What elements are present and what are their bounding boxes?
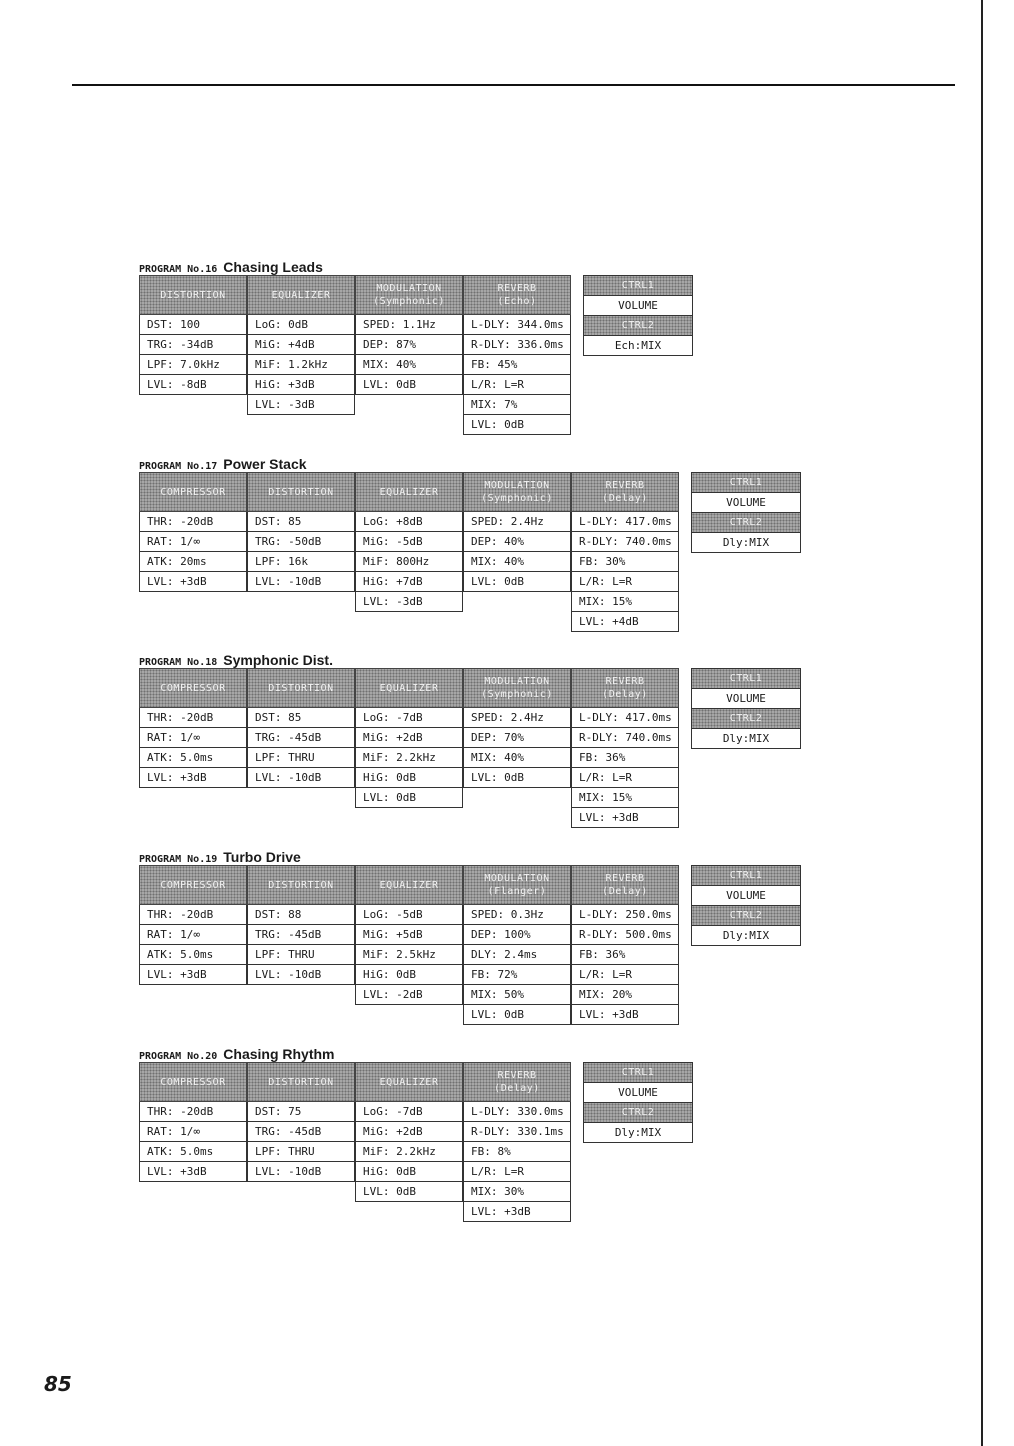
- param-cell: LPF: 16k: [247, 552, 355, 572]
- effect-block: [571, 865, 679, 1025]
- param-cell: LVL: 0dB: [463, 572, 571, 592]
- effect-subtype: (Echo): [497, 296, 537, 307]
- effect-type: DISTORTION: [268, 1076, 334, 1088]
- param-cell: SPED: 2.4Hz: [463, 708, 571, 728]
- param-cell: L/R: L=R: [571, 965, 679, 985]
- param-cell: LVL: -10dB: [247, 572, 355, 592]
- param-cell: MiG: +2dB: [355, 1122, 463, 1142]
- effect-type: EQUALIZER: [271, 289, 331, 301]
- program-block: [139, 849, 801, 1025]
- param-cell: SPED: 2.4Hz: [463, 512, 571, 532]
- effect-block: [571, 472, 679, 632]
- param-cell: TRG: -45dB: [247, 1122, 355, 1142]
- ctrl2-value: Dly:MIX: [692, 728, 800, 748]
- param-cell: DEP: 87%: [355, 335, 463, 355]
- param-cell: DEP: 100%: [463, 925, 571, 945]
- effect-header: [247, 668, 355, 708]
- effect-type: DISTORTION: [160, 289, 226, 301]
- param-cell: R-DLY: 336.0ms: [463, 335, 571, 355]
- param-cell: R-DLY: 740.0ms: [571, 532, 679, 552]
- effect-block: [355, 668, 463, 808]
- effect-header: [139, 865, 247, 905]
- param-cell: MiF: 1.2kHz: [247, 355, 355, 375]
- param-cell: MiG: +5dB: [355, 925, 463, 945]
- param-cell: LVL: -3dB: [247, 395, 355, 415]
- param-cell: MiF: 800Hz: [355, 552, 463, 572]
- ctrl2-value: Dly:MIX: [692, 532, 800, 552]
- param-cell: ATK: 5.0ms: [139, 1142, 247, 1162]
- effect-header: [139, 668, 247, 708]
- effect-header: [571, 472, 679, 512]
- ctrl2-header: CTRL2: [584, 316, 692, 335]
- effect-type: MODULATION: [484, 676, 550, 687]
- effect-subtype: (Delay): [494, 1083, 540, 1094]
- param-cell: LVL: -3dB: [355, 592, 463, 612]
- param-cell: FB: 30%: [571, 552, 679, 572]
- param-cell: DST: 75: [247, 1102, 355, 1122]
- param-cell: LPF: THRU: [247, 748, 355, 768]
- param-cell: MIX: 20%: [571, 985, 679, 1005]
- effect-type: EQUALIZER: [379, 486, 439, 498]
- param-cell: LoG: 0dB: [247, 315, 355, 335]
- effect-type: REVERB: [497, 1070, 537, 1081]
- param-cell: LoG: -7dB: [355, 708, 463, 728]
- param-cell: R-DLY: 330.1ms: [463, 1122, 571, 1142]
- effect-type: COMPRESSOR: [160, 879, 226, 891]
- effect-header: [355, 865, 463, 905]
- param-cell: L/R: L=R: [571, 572, 679, 592]
- effect-type: REVERB: [605, 873, 645, 884]
- program-name: Chasing Leads: [223, 259, 323, 275]
- param-cell: THR: -20dB: [139, 1102, 247, 1122]
- param-cell: L/R: L=R: [571, 768, 679, 788]
- param-cell: MIX: 40%: [463, 748, 571, 768]
- param-cell: LVL: -10dB: [247, 1162, 355, 1182]
- program-name: Turbo Drive: [223, 849, 301, 865]
- effect-type: EQUALIZER: [379, 879, 439, 891]
- param-cell: DST: 85: [247, 708, 355, 728]
- effect-type: EQUALIZER: [379, 682, 439, 694]
- param-cell: LPF: 7.0kHz: [139, 355, 247, 375]
- ctrl1-value: VOLUME: [584, 1082, 692, 1103]
- effect-chain: [139, 865, 801, 1025]
- ctrl1-value: VOLUME: [692, 492, 800, 513]
- param-cell: THR: -20dB: [139, 512, 247, 532]
- effect-block: [463, 668, 571, 788]
- page-edge-rule: [981, 0, 983, 1446]
- program-name: Power Stack: [223, 456, 307, 472]
- ctrl2-value: Ech:MIX: [584, 335, 692, 355]
- param-cell: LVL: 0dB: [463, 1005, 571, 1025]
- effect-block: [139, 668, 247, 788]
- param-cell: TRG: -45dB: [247, 728, 355, 748]
- effect-subtype: (Delay): [602, 493, 648, 504]
- ctrl1-value: VOLUME: [584, 295, 692, 316]
- effect-block: [247, 668, 355, 788]
- param-cell: LVL: -10dB: [247, 768, 355, 788]
- program-number: PROGRAM No.18: [139, 657, 218, 668]
- effect-header: [571, 865, 679, 905]
- param-cell: R-DLY: 740.0ms: [571, 728, 679, 748]
- param-cell: DEP: 70%: [463, 728, 571, 748]
- param-cell: LVL: -8dB: [139, 375, 247, 395]
- effect-block: [247, 1062, 355, 1182]
- effect-type: DISTORTION: [268, 682, 334, 694]
- param-cell: LVL: +3dB: [139, 768, 247, 788]
- effect-type: MODULATION: [376, 283, 442, 294]
- param-cell: RAT: 1/∞: [139, 532, 247, 552]
- effect-type: COMPRESSOR: [160, 1076, 226, 1088]
- effect-block: [139, 865, 247, 985]
- param-cell: L/R: L=R: [463, 1162, 571, 1182]
- param-cell: L-DLY: 417.0ms: [571, 708, 679, 728]
- param-cell: LVL: +3dB: [571, 1005, 679, 1025]
- param-cell: L/R: L=R: [463, 375, 571, 395]
- param-cell: L-DLY: 417.0ms: [571, 512, 679, 532]
- param-cell: LVL: +3dB: [463, 1202, 571, 1222]
- effect-header: [463, 275, 571, 315]
- ctrl2-value: Dly:MIX: [584, 1122, 692, 1142]
- effect-header: [355, 668, 463, 708]
- effect-type: REVERB: [497, 283, 537, 294]
- program-number: PROGRAM No.17: [139, 461, 218, 472]
- param-cell: HiG: +7dB: [355, 572, 463, 592]
- param-cell: LVL: 0dB: [355, 1182, 463, 1202]
- param-cell: DLY: 2.4ms: [463, 945, 571, 965]
- program-title: [139, 849, 801, 865]
- ctrl2-header: CTRL2: [692, 709, 800, 728]
- param-cell: L-DLY: 330.0ms: [463, 1102, 571, 1122]
- param-cell: THR: -20dB: [139, 905, 247, 925]
- param-cell: SPED: 0.3Hz: [463, 905, 571, 925]
- param-cell: LVL: +3dB: [139, 965, 247, 985]
- param-cell: LVL: +3dB: [139, 572, 247, 592]
- program-block: [139, 1046, 693, 1222]
- effect-header: [247, 1062, 355, 1102]
- effect-header: [247, 472, 355, 512]
- param-cell: LVL: 0dB: [355, 788, 463, 808]
- ctrl1-value: VOLUME: [692, 885, 800, 906]
- param-cell: LPF: THRU: [247, 945, 355, 965]
- program-title: [139, 652, 801, 668]
- program-block: [139, 456, 801, 632]
- ctrl1-header: CTRL1: [692, 669, 800, 688]
- control-assign-box: [583, 1062, 693, 1143]
- param-cell: RAT: 1/∞: [139, 1122, 247, 1142]
- program-title: [139, 456, 801, 472]
- param-cell: ATK: 5.0ms: [139, 748, 247, 768]
- param-cell: TRG: -34dB: [139, 335, 247, 355]
- param-cell: MIX: 15%: [571, 592, 679, 612]
- effect-block: [247, 275, 355, 415]
- param-cell: FB: 72%: [463, 965, 571, 985]
- param-cell: MiF: 2.2kHz: [355, 1142, 463, 1162]
- program-title: [139, 1046, 693, 1062]
- effect-header: [463, 865, 571, 905]
- param-cell: L-DLY: 344.0ms: [463, 315, 571, 335]
- effect-block: [355, 472, 463, 612]
- effect-subtype: (Symphonic): [481, 493, 553, 504]
- ctrl1-header: CTRL1: [584, 276, 692, 295]
- param-cell: THR: -20dB: [139, 708, 247, 728]
- param-cell: R-DLY: 500.0ms: [571, 925, 679, 945]
- effect-block: [463, 1062, 571, 1222]
- param-cell: HiG: 0dB: [355, 1162, 463, 1182]
- effect-subtype: (Delay): [602, 689, 648, 700]
- effect-header: [139, 472, 247, 512]
- effect-subtype: (Delay): [602, 886, 648, 897]
- param-cell: MiF: 2.5kHz: [355, 945, 463, 965]
- param-cell: TRG: -45dB: [247, 925, 355, 945]
- effect-header: [463, 472, 571, 512]
- param-cell: FB: 36%: [571, 748, 679, 768]
- param-cell: LVL: 0dB: [463, 768, 571, 788]
- ctrl1-header: CTRL1: [584, 1063, 692, 1082]
- param-cell: DST: 85: [247, 512, 355, 532]
- effect-type: DISTORTION: [268, 879, 334, 891]
- effect-header: [571, 668, 679, 708]
- effect-header: [355, 1062, 463, 1102]
- param-cell: MiF: 2.2kHz: [355, 748, 463, 768]
- effect-header: [463, 668, 571, 708]
- ctrl2-value: Dly:MIX: [692, 925, 800, 945]
- effect-subtype: (Symphonic): [373, 296, 445, 307]
- effect-type: MODULATION: [484, 873, 550, 884]
- effect-block: [355, 275, 463, 395]
- param-cell: DST: 88: [247, 905, 355, 925]
- param-cell: MIX: 30%: [463, 1182, 571, 1202]
- param-cell: MIX: 50%: [463, 985, 571, 1005]
- param-cell: LVL: -2dB: [355, 985, 463, 1005]
- program-block: [139, 652, 801, 828]
- effect-block: [247, 472, 355, 592]
- param-cell: HiG: 0dB: [355, 965, 463, 985]
- control-assign-box: [691, 472, 801, 553]
- param-cell: TRG: -50dB: [247, 532, 355, 552]
- effect-block: [139, 472, 247, 592]
- effect-type: EQUALIZER: [379, 1076, 439, 1088]
- param-cell: HiG: +3dB: [247, 375, 355, 395]
- param-cell: MIX: 7%: [463, 395, 571, 415]
- effect-chain: [139, 472, 801, 632]
- effect-header: [355, 472, 463, 512]
- ctrl2-header: CTRL2: [692, 513, 800, 532]
- param-cell: LVL: 0dB: [355, 375, 463, 395]
- effect-block: [463, 275, 571, 435]
- effect-block: [571, 668, 679, 828]
- param-cell: ATK: 5.0ms: [139, 945, 247, 965]
- param-cell: LVL: +3dB: [571, 808, 679, 828]
- effect-header: [139, 275, 247, 315]
- param-cell: RAT: 1/∞: [139, 728, 247, 748]
- effect-block: [355, 865, 463, 1005]
- effect-header: [463, 1062, 571, 1102]
- effect-chain: [139, 1062, 693, 1222]
- effect-header: [355, 275, 463, 315]
- ctrl1-header: CTRL1: [692, 473, 800, 492]
- page-number: 85: [44, 1372, 72, 1396]
- param-cell: HiG: 0dB: [355, 768, 463, 788]
- program-name: Chasing Rhythm: [223, 1046, 335, 1062]
- effect-block: [463, 472, 571, 592]
- effect-header: [139, 1062, 247, 1102]
- effect-block: [139, 1062, 247, 1182]
- param-cell: MiG: -5dB: [355, 532, 463, 552]
- effect-header: [247, 865, 355, 905]
- param-cell: LPF: THRU: [247, 1142, 355, 1162]
- effect-type: REVERB: [605, 676, 645, 687]
- param-cell: FB: 45%: [463, 355, 571, 375]
- effect-block: [463, 865, 571, 1025]
- control-assign-box: [691, 668, 801, 749]
- program-number: PROGRAM No.16: [139, 264, 218, 275]
- param-cell: FB: 8%: [463, 1142, 571, 1162]
- param-cell: FB: 36%: [571, 945, 679, 965]
- effect-block: [139, 275, 247, 395]
- param-cell: L-DLY: 250.0ms: [571, 905, 679, 925]
- effect-subtype: (Flanger): [487, 886, 547, 897]
- control-assign-box: [691, 865, 801, 946]
- param-cell: DEP: 40%: [463, 532, 571, 552]
- param-cell: RAT: 1/∞: [139, 925, 247, 945]
- param-cell: MIX: 15%: [571, 788, 679, 808]
- top-rule: [72, 84, 955, 86]
- param-cell: MIX: 40%: [463, 552, 571, 572]
- param-cell: ATK: 20ms: [139, 552, 247, 572]
- param-cell: MiG: +2dB: [355, 728, 463, 748]
- param-cell: LVL: +4dB: [571, 612, 679, 632]
- effect-subtype: (Symphonic): [481, 689, 553, 700]
- effect-type: COMPRESSOR: [160, 682, 226, 694]
- param-cell: LoG: -7dB: [355, 1102, 463, 1122]
- param-cell: MIX: 40%: [355, 355, 463, 375]
- control-assign-box: [583, 275, 693, 356]
- program-number: PROGRAM No.20: [139, 1051, 218, 1062]
- program-block: [139, 259, 693, 435]
- param-cell: LoG: -5dB: [355, 905, 463, 925]
- effect-type: MODULATION: [484, 480, 550, 491]
- effect-chain: [139, 275, 693, 435]
- param-cell: LVL: 0dB: [463, 415, 571, 435]
- param-cell: DST: 100: [139, 315, 247, 335]
- program-name: Symphonic Dist.: [223, 652, 333, 668]
- effect-header: [247, 275, 355, 315]
- ctrl1-value: VOLUME: [692, 688, 800, 709]
- effect-type: COMPRESSOR: [160, 486, 226, 498]
- program-title: [139, 259, 693, 275]
- ctrl2-header: CTRL2: [584, 1103, 692, 1122]
- effect-block: [355, 1062, 463, 1202]
- effect-block: [247, 865, 355, 985]
- param-cell: LoG: +8dB: [355, 512, 463, 532]
- param-cell: SPED: 1.1Hz: [355, 315, 463, 335]
- param-cell: MiG: +4dB: [247, 335, 355, 355]
- program-number: PROGRAM No.19: [139, 854, 218, 865]
- effect-type: DISTORTION: [268, 486, 334, 498]
- effect-chain: [139, 668, 801, 828]
- effect-type: REVERB: [605, 480, 645, 491]
- ctrl2-header: CTRL2: [692, 906, 800, 925]
- param-cell: LVL: -10dB: [247, 965, 355, 985]
- ctrl1-header: CTRL1: [692, 866, 800, 885]
- param-cell: LVL: +3dB: [139, 1162, 247, 1182]
